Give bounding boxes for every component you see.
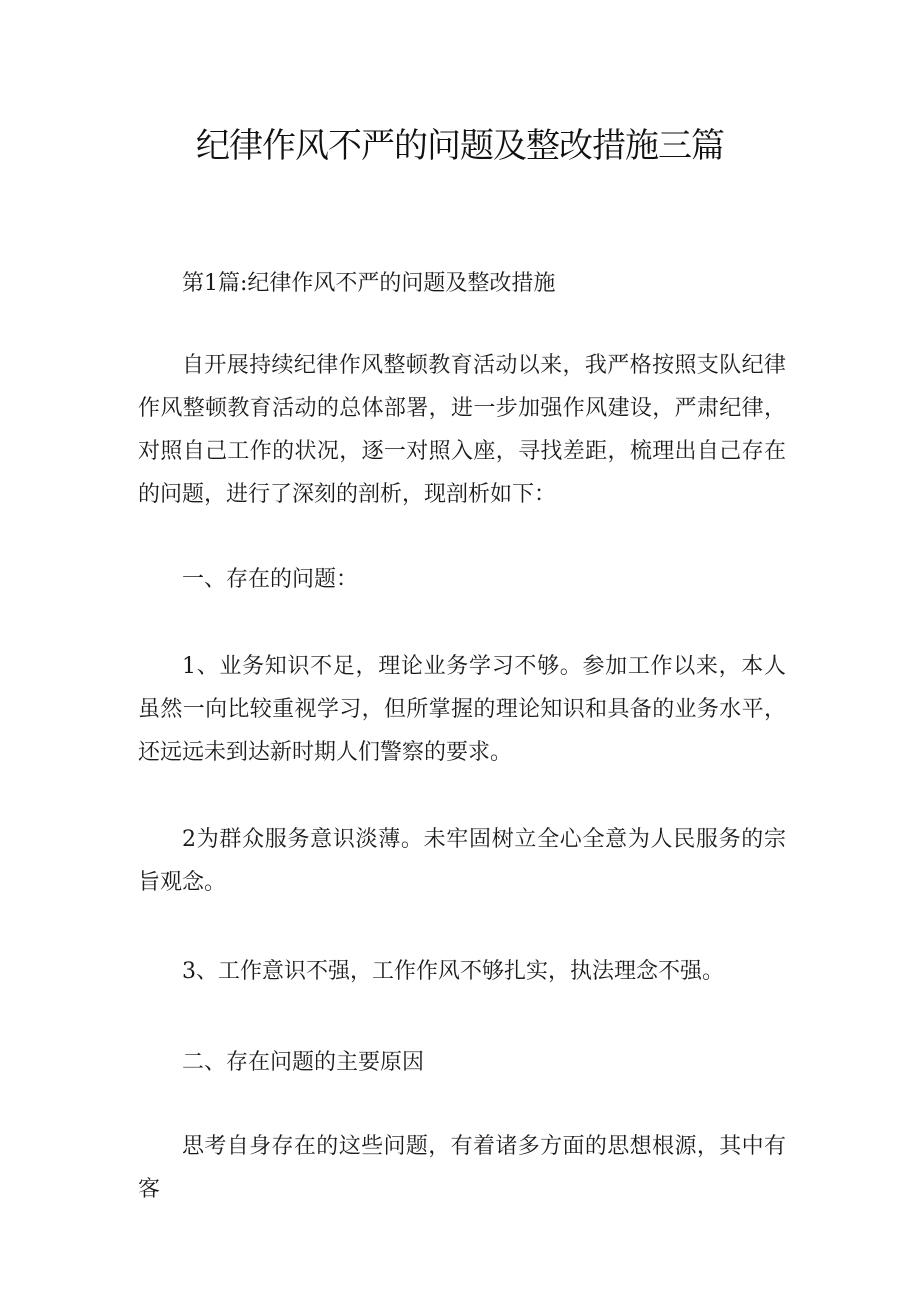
paragraph-problem-3: 3、工作意识不强，工作作风不够扎实，执法理念不强。 (182, 959, 724, 984)
paragraph-problem-2: 2为群众服务意识淡薄。未牢固树立全心全意为人民服务的宗旨观念。 (138, 827, 786, 895)
paragraph-causes: 思考自身存在的这些问题，有着诸多方面的思想根源，其中有客 (138, 1134, 786, 1202)
paragraph-intro: 自开展持续纪律作风整顿教育活动以来，我严格按照支队纪律作风整顿教育活动的总体部署，进一步加强作风建设，严肃纪律，对照自己工作的状况，逐一对照入座，寻找差距，梳理出自己存在的问题，进行了深刻的剖析，现剖析如下： (138, 353, 786, 507)
section-heading-causes: 二、存在问题的主要原因 (182, 1050, 425, 1075)
document-title: 纪律作风不严的问题及整改措施三篇 (196, 126, 724, 166)
part-heading: 第1篇:纪律作风不严的问题及整改措施 (182, 271, 556, 296)
section-heading-problems: 一、存在的问题： (182, 567, 359, 592)
paragraph-problem-1: 1、业务知识不足，理论业务学习不够。参加工作以来，本人虽然一向比较重视学习，但所掌握的理论知识和具备的业务水平，还远远未到达新时期人们警察的要求。 (138, 654, 786, 765)
